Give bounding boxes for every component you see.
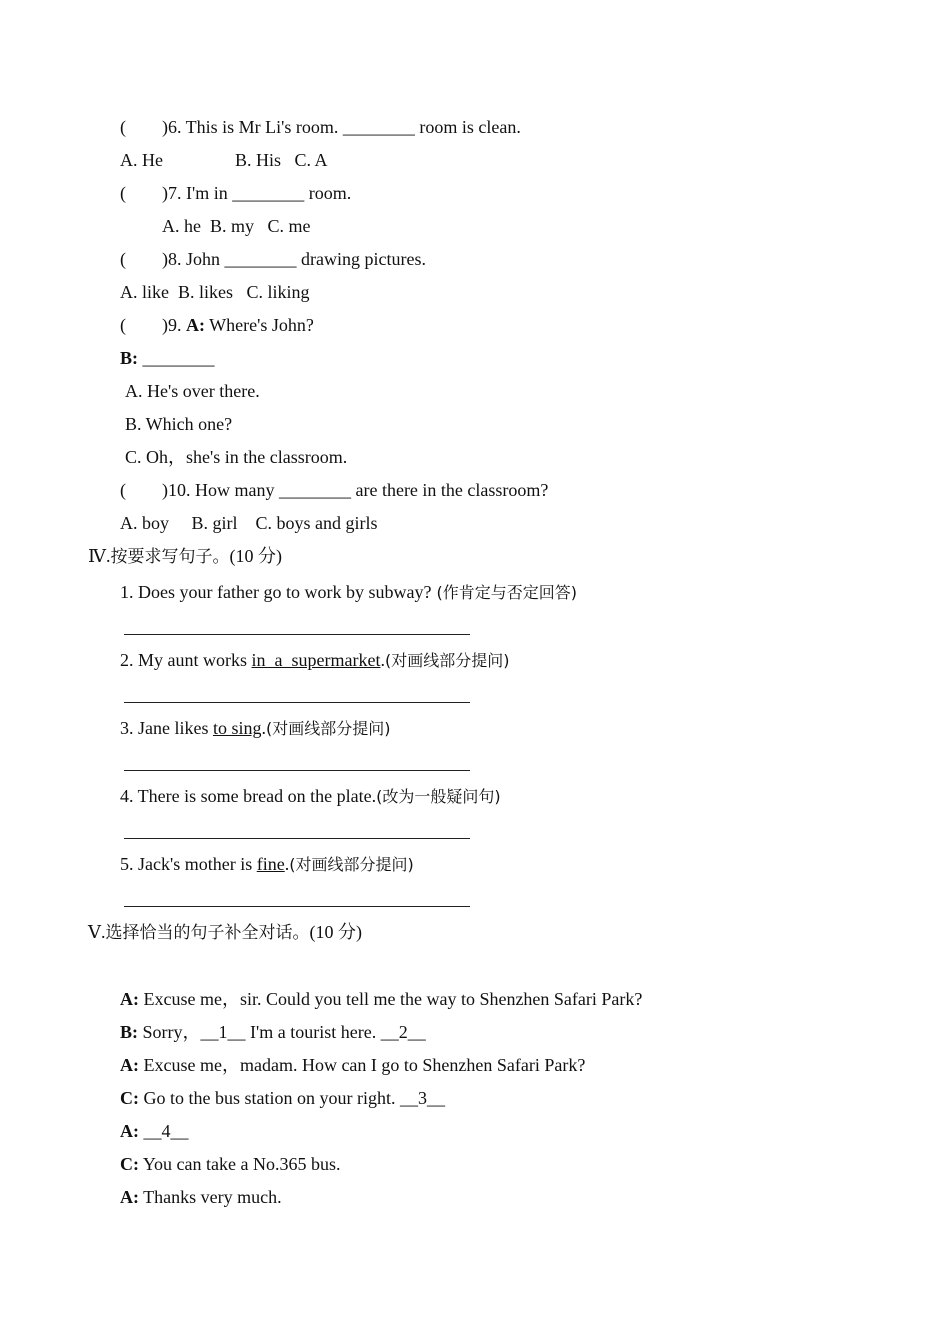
speaker-label: A:	[120, 1121, 139, 1141]
item-text: 4. There is some bread on the plate.	[120, 786, 377, 806]
question-9-speaker-b: B:	[120, 348, 138, 368]
dialogue-line	[120, 1153, 340, 1175]
item-underlined: to sing	[212, 718, 262, 738]
rewrite-item-4	[120, 785, 501, 808]
rewrite-item-2	[120, 649, 509, 672]
item-instruction: (对画线部分提问)	[289, 855, 414, 874]
question-9-stem	[120, 314, 314, 336]
answer-line-1[interactable]	[124, 634, 470, 635]
section-4-score: (10 分)	[229, 546, 282, 566]
item-text: 3. Jane likes	[120, 718, 213, 738]
question-9-reply	[120, 347, 215, 369]
dialogue-line	[120, 1021, 426, 1043]
question-10-stem: ( )10. How many ________ are there in the classroom?	[120, 480, 549, 500]
speaker-label: B:	[120, 1022, 138, 1042]
item-instruction: (对画线部分提问)	[384, 651, 510, 670]
question-6-stem: ( )6. This is Mr Li's room. ________ room is clean.	[120, 117, 521, 137]
dialogue-text: Go to the bus station on your right. __3__	[139, 1088, 445, 1108]
question-9-question: Where's John?	[205, 315, 314, 335]
question-9-prefix: ( )9.	[120, 315, 186, 335]
dialogue-text: Sorry，__1__ I'm a tourist here. __2__	[138, 1022, 426, 1042]
dialogue-line	[120, 1087, 445, 1109]
section-4-title: 按要求写句子。	[110, 547, 230, 567]
item-text: 1. Does your father go to work by subway?	[120, 582, 432, 602]
item-text-end: .	[284, 854, 290, 874]
section-5-heading	[88, 921, 362, 944]
section-5-title: 选择恰当的句子补全对话。	[105, 923, 310, 943]
question-9-option-b: B. Which one?	[125, 414, 233, 434]
dialogue-line	[120, 988, 642, 1010]
dialogue-line	[120, 1054, 585, 1076]
question-7-options: A. he B. my C. me	[162, 216, 311, 236]
dialogue-text: You can take a No.365 bus.	[139, 1154, 341, 1174]
dialogue-text: Thanks very much.	[139, 1187, 282, 1207]
speaker-label: A:	[120, 989, 139, 1009]
question-6-options: A. He B. His C. A	[120, 150, 328, 170]
speaker-label: C:	[120, 1088, 139, 1108]
question-8-stem: ( )8. John ________ drawing pictures.	[120, 249, 426, 269]
question-8-options: A. like B. likes C. liking	[120, 282, 310, 302]
question-9-option-c: C. Oh，she's in the classroom.	[125, 447, 348, 467]
item-instruction: (对画线部分提问)	[266, 719, 391, 738]
item-text-end: .	[380, 650, 385, 670]
item-instruction: (改为一般疑问句)	[376, 787, 501, 806]
item-text: 5. Jack's mother is	[120, 854, 257, 874]
rewrite-item-3	[120, 717, 391, 740]
answer-line-2[interactable]	[124, 702, 470, 703]
dialogue-line	[120, 1120, 189, 1142]
section-4-heading	[88, 545, 282, 568]
speaker-label: A:	[120, 1187, 139, 1207]
rewrite-item-1	[120, 581, 577, 604]
section-5-numeral: Ⅴ.	[88, 922, 106, 942]
dialogue-text: Excuse me，madam. How can I go to Shenzhen Safari Park?	[139, 1055, 586, 1075]
dialogue-text: Excuse me，sir. Could you tell me the way to Shenzhen Safari Park?	[139, 989, 643, 1009]
answer-line-4[interactable]	[124, 838, 470, 839]
speaker-label: C:	[120, 1154, 139, 1174]
speaker-label: A:	[120, 1055, 139, 1075]
item-underlined: in a supermarket	[251, 650, 381, 670]
question-7-stem: ( )7. I'm in ________ room.	[120, 183, 352, 203]
item-text-end: .	[261, 718, 266, 738]
section-4-numeral: Ⅳ.	[88, 546, 111, 566]
question-9-blank: ________	[138, 348, 215, 368]
answer-line-3[interactable]	[124, 770, 470, 771]
section-5-score: (10 分)	[309, 922, 362, 942]
answer-line-5[interactable]	[124, 906, 470, 907]
question-9-option-a: A. He's over there.	[125, 381, 260, 401]
item-underlined: fine	[256, 854, 285, 874]
question-9-speaker-a: A:	[186, 315, 205, 335]
item-text: 2. My aunt works	[120, 650, 252, 670]
item-instruction: (作肯定与否定回答)	[431, 583, 578, 602]
dialogue-text: __4__	[139, 1121, 189, 1141]
dialogue-line	[120, 1186, 282, 1208]
question-10-options: A. boy B. girl C. boys and girls	[120, 513, 378, 533]
rewrite-item-5	[120, 853, 414, 876]
